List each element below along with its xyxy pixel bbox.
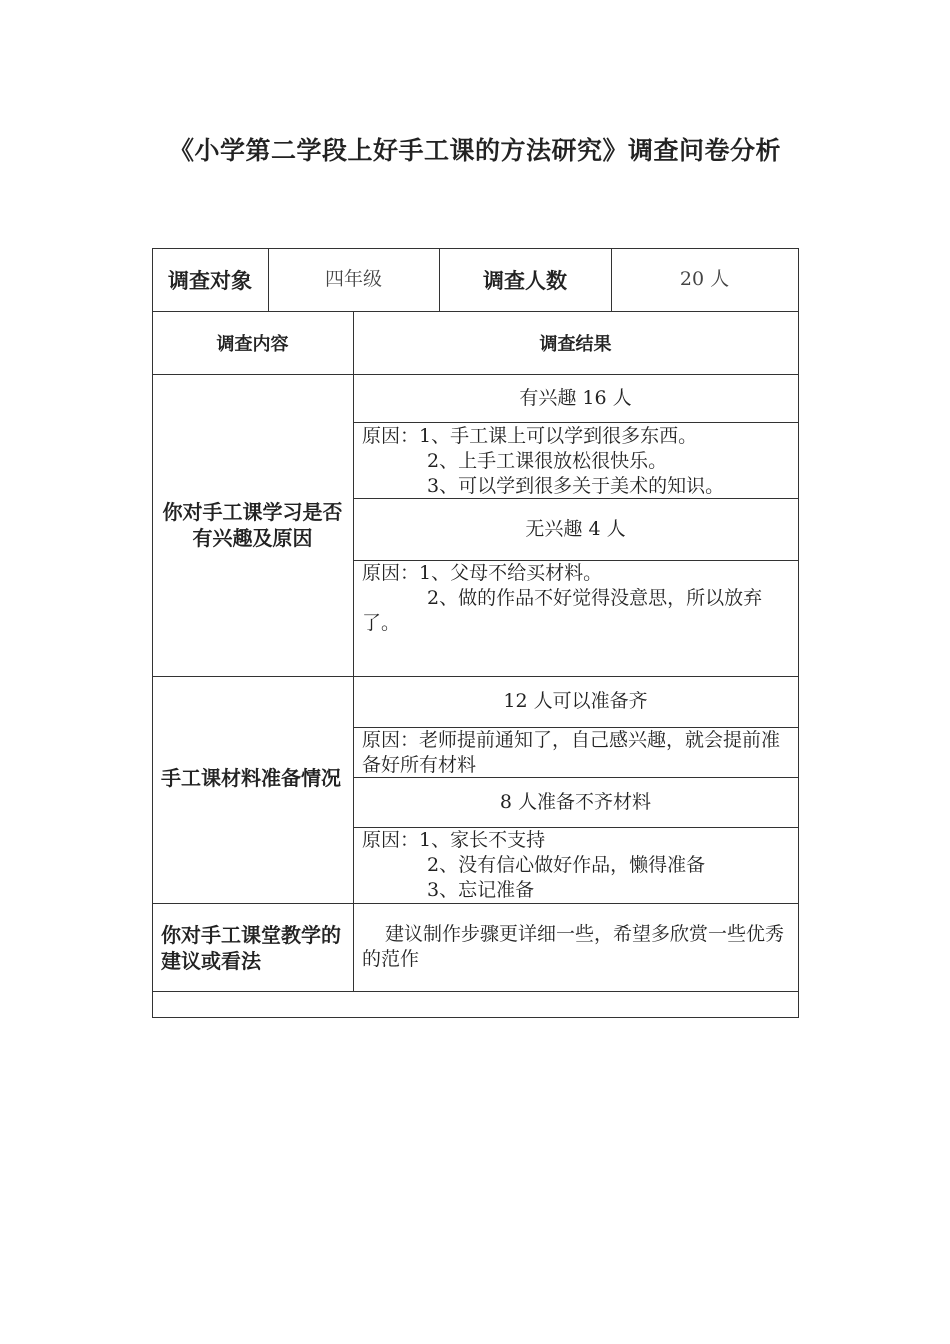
interested-reasons <box>353 424 798 498</box>
question-materials-label: 手工课材料准备情况 <box>161 766 341 790</box>
prepared-reason: 原因：老师提前通知了，自己感兴趣，就会提前准备好所有材料 <box>362 729 781 776</box>
suggestion-answer: 建议制作步骤更详细一些，希望多欣赏一些优秀的范作 <box>362 923 785 970</box>
not-interested-count: 无兴趣 4 人 <box>525 517 626 540</box>
reason-line: 原因：1、手工课上可以学到很多东西。 <box>362 425 698 447</box>
column-header-result: 调查结果 <box>539 333 612 355</box>
survey-object-label: 调查对象 <box>168 268 252 293</box>
reason-line: 原因：1、父母不给买材料。 <box>362 562 603 584</box>
question-suggestion-label: 你对手工课堂教学的建议或看法 <box>161 923 341 973</box>
reason-line: 2、做的作品不好觉得没意思，所以放弃 <box>427 587 763 609</box>
document-title: 《小学第二学段上好手工课的方法研究》调查问卷分析 <box>168 136 781 165</box>
prepared-count: 12 人可以准备齐 <box>503 690 648 712</box>
not-prepared-count: 8 人准备不齐材料 <box>499 790 652 813</box>
survey-count-value: 20 人 <box>679 268 730 290</box>
survey-object-value: 四年级 <box>324 268 382 290</box>
not-prepared-reasons <box>353 828 798 903</box>
survey-count-label: 调查人数 <box>483 268 567 293</box>
reason-line: 原因：1、家长不支持 <box>362 829 546 851</box>
reason-line: 2、没有信心做好作品，懒得准备 <box>427 854 706 876</box>
reason-line: 3、忘记准备 <box>427 879 535 901</box>
reason-line: 2、上手工课很放松很快乐。 <box>427 450 668 472</box>
question-interest-label: 你对手工课学习是否有兴趣及原因 <box>162 500 343 550</box>
not-interested-reasons <box>353 561 798 676</box>
column-header-content: 调查内容 <box>216 333 289 355</box>
reason-line: 了。 <box>362 612 401 634</box>
reason-line: 3、可以学到很多关于美术的知识。 <box>427 475 725 497</box>
interested-count: 有兴趣 16 人 <box>519 386 632 409</box>
